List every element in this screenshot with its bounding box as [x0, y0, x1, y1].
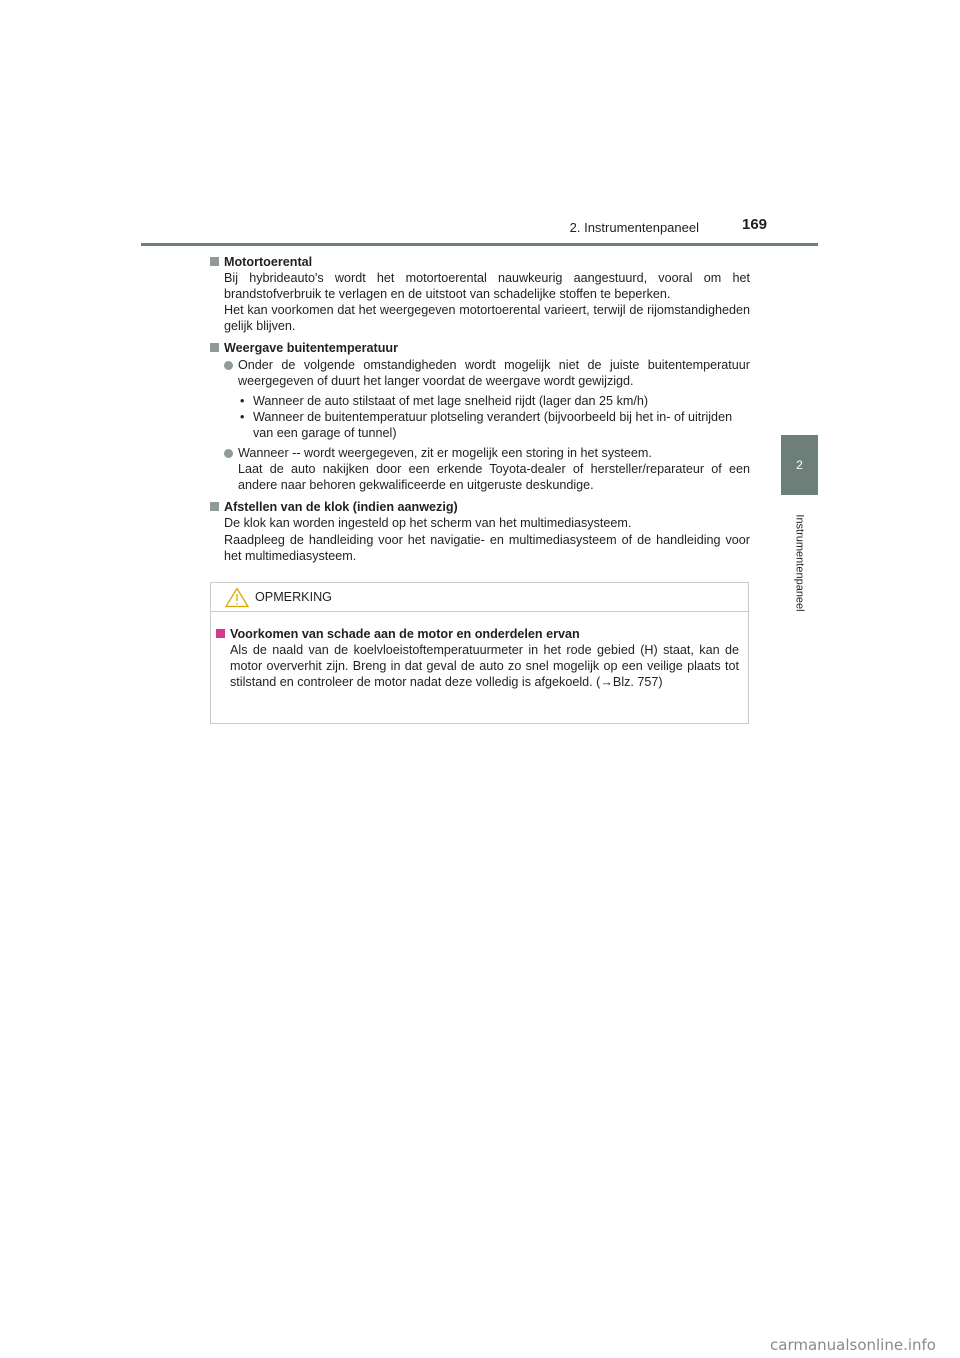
section-klok [210, 499, 750, 563]
section-buitentemperatuur [210, 340, 750, 493]
sub-list-text: Wanneer de buitentemperatuur plotseling verandert (bijvoorbeeld bij het in- of uitrijden van een garage of tunnel) [253, 409, 733, 440]
paragraph: Wanneer -- wordt weergegeven, zit er mogelijk een storing in het systeem. [238, 446, 652, 461]
notice-body [211, 612, 748, 690]
section-heading [210, 340, 750, 356]
notice-title: OPMERKING [255, 590, 332, 604]
notice-heading [216, 626, 739, 642]
paragraph: Raadpleeg de handleiding voor het navigatie- en multimediasysteem of de handleiding voor het multimediasysteem. [224, 532, 750, 563]
header-rule [141, 243, 818, 246]
content [210, 254, 750, 570]
notice-header [211, 583, 748, 612]
chapter-label [781, 500, 818, 625]
section-heading [210, 499, 750, 515]
dot-marker-icon: • [240, 409, 245, 424]
list-item [210, 357, 750, 389]
section-body [210, 515, 750, 563]
heading-text: Weergave buitentemperatuur [224, 341, 399, 356]
circle-bullet-icon [224, 361, 233, 370]
paragraph: Onder de volgende omstandigheden wordt mogelijk niet de juiste buitentemperatuur weergegeven of duurt het langer voordat de weergave wordt gewijzigd. [238, 357, 750, 388]
section-body [210, 270, 750, 334]
paragraph: Als de naald van de koelvloeistoftemperatuurmeter in het rode gebied (H) staat, kan de motor oververhit zijn. Breng in dat geval de auto zo snel mogelijk op een veilige plaats tot stilstand en controleer de motor nadat deze volledig is afgekoeld. (→Blz. 757) [230, 643, 739, 690]
dot-marker-icon: • [240, 393, 245, 408]
heading-text: Voorkomen van schade aan de motor en onderdelen ervan [230, 627, 580, 641]
sub-list [210, 393, 750, 441]
square-bullet-icon [210, 502, 219, 511]
paragraph: Bij hybrideauto's wordt het motortoerental nauwkeurig aangestuurd, vooral om het brandstofverbruik te verlagen en de uitstoot van schadelijke stoffen te beperken. [224, 271, 750, 302]
sub-list-text: Wanneer de auto stilstaat of met lage snelheid rijdt (lager dan 25 km/h) [253, 393, 649, 408]
heading-text: Motortoerental [224, 255, 313, 269]
square-bullet-icon [210, 257, 219, 266]
square-bullet-icon [216, 629, 225, 638]
watermark: carmanualsonline.info [770, 1336, 936, 1354]
chapter-tab: 2 [781, 435, 818, 495]
paragraph: Laat de auto nakijken door een erkende Toyota-dealer of hersteller/reparateur of een andere naar behoren gekwalificeerde en uitgeruste deskundige. [238, 462, 750, 493]
warning-triangle-icon [225, 587, 249, 608]
paragraph: Het kan voorkomen dat het weergegeven motortoerental varieert, terwijl de rijomstandigheden gelijk blijven. [224, 303, 750, 334]
section-motortoerental [210, 254, 750, 334]
heading-text: Afstellen van de klok (indien aanwezig) [224, 500, 458, 515]
header-section-title: 2. Instrumentenpaneel [569, 220, 699, 235]
circle-bullet-icon [224, 449, 233, 458]
section-heading [210, 254, 750, 270]
paragraph: De klok kan worden ingesteld op het scherm van het multimediasysteem. [224, 516, 632, 531]
notice-text [216, 642, 739, 690]
sub-list-item [238, 393, 750, 409]
notice-box [210, 582, 749, 724]
sub-list-item [238, 409, 750, 441]
list-item [210, 445, 750, 493]
chapter-label-text: Instrumentenpaneel [793, 513, 806, 612]
page-number: 169 [742, 216, 768, 233]
square-bullet-icon [210, 343, 219, 352]
